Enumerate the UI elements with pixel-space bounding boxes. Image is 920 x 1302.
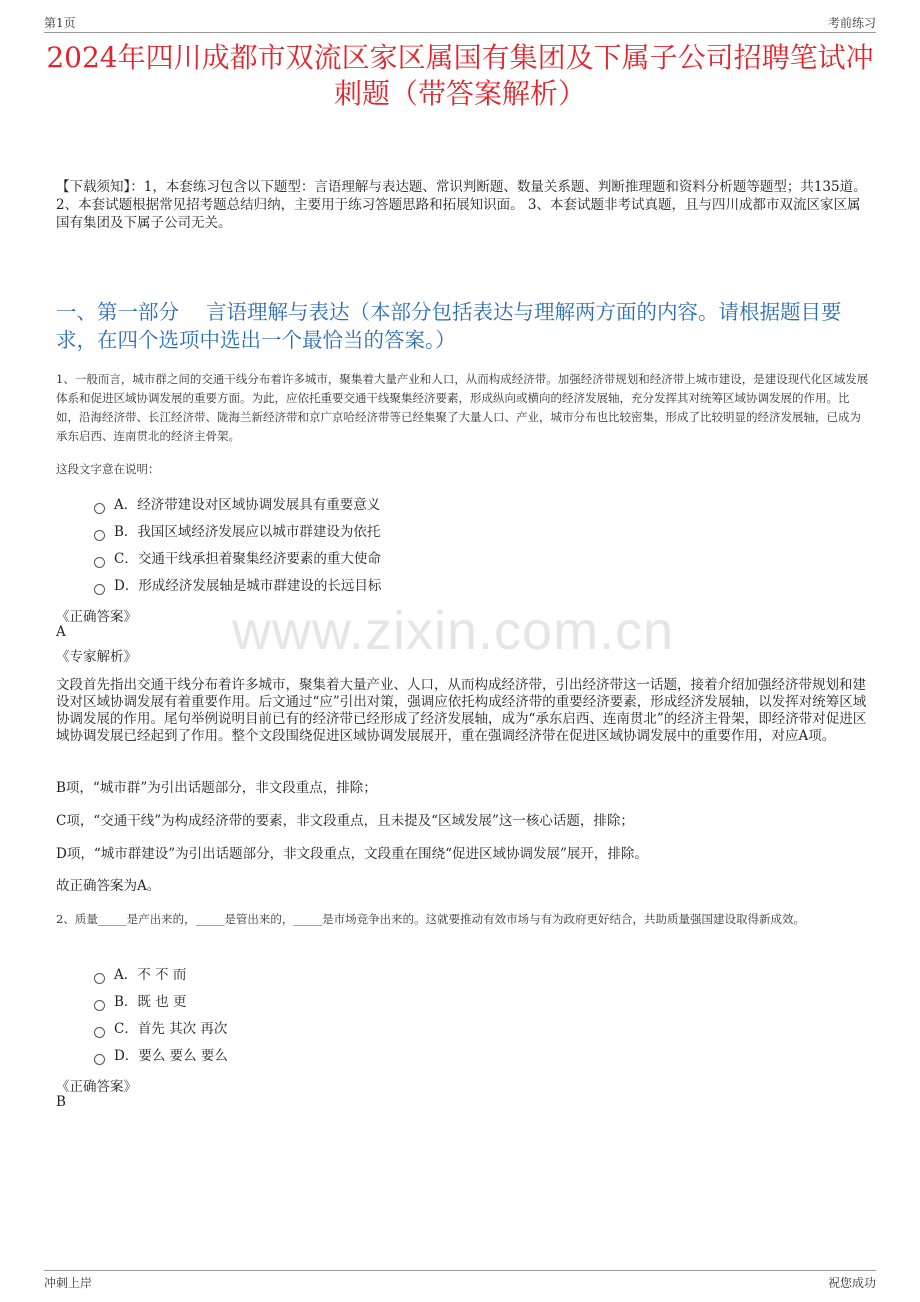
question-1-stem: 1、一般而言，城市群之间的交通干线分布着许多城市，聚集着大量产业和人口，从而构成经济带。加强经济带规划和经济带上城市建设，是建设现代化区域发展体系和促进区域协调发展的重要方面。为此，应依托重要交通干线聚集经济要素，形成纵向或横向的经济发展轴，充分发挥其对统筹区域协调发展的作用。比如，沿海经济带、长江经济带、陇海兰新经济带和京广京哈经济带等已经集聚了大量人口、产业，城市分布也比较密集，形成了比较明显的经济发展轴，已成为承东启西、连南贯北的经济主骨架。 xyxy=(56,372,869,443)
explanation-paragraph: D项，“城市群建设”为引出话题部分，非文段重点，文段重在围绕“促进区域协调发展”展开，排除。 xyxy=(56,846,648,862)
radio-button[interactable] xyxy=(94,557,105,568)
explanation-paragraph: C项，“交通干线”为构成经济带的要素，非文段重点，且未提及“区域发展”这一核心话题，排除； xyxy=(56,813,634,829)
option-label: B．既 也 更 xyxy=(114,994,187,1010)
explanation-tag: 《专家解析》 xyxy=(56,649,137,665)
explanation-paragraph: 故正确答案为A。 xyxy=(56,878,161,894)
radio-button[interactable] xyxy=(94,503,105,514)
option-label: A．不 不 而 xyxy=(114,967,187,983)
download-notice: 【下载须知】：1，本套练习包含以下题型：言语理解与表达题、常识判断题、数量关系题、判断推理题和资料分析题等题型；共135道。 2、本套试题根据常见招考题总结归纳，主要用于练习答题思路和拓展知识面。 3、本套试题非考试真题，且与四川成都市双流区家区属国有集团及下属子公司无关。 xyxy=(56,179,867,231)
answer-tag: 《正确答案》 xyxy=(56,609,137,625)
radio-button[interactable] xyxy=(94,1054,105,1065)
option-label: D．形成经济发展轴是城市群建设的长远目标 xyxy=(114,578,382,594)
explanation-paragraph: 文段首先指出交通干线分布着许多城市，聚集着大量产业、人口，从而构成经济带，引出经济带这一话题，接着介绍加强经济带规划和建设对区域协调发展有着重要作用。后文通过“应”引出对策，强调应依托构成经济带的重要经济要素，形成经济发展轴，以发挥对统筹区域协调发展的作用。尾句举例说明目前已有的经济带已经形成了经济发展轴，成为“承东启西、连南贯北”的经济主骨架，即经济带对促进区域协调发展已经起到了作用。整个文段围绕促进区域协调发展展开，重在强调经济带在促进区域协调发展中的重要作用，对应A项。 xyxy=(56,677,867,744)
option-label: C．交通干线承担着聚集经济要素的重大使命 xyxy=(114,551,381,567)
question-2-stem: 2、质量_____是产出来的，_____是管出来的，_____是市场竞争出来的。这就要推动有效市场与有为政府更好结合，共助质量强国建设取得新成效。 xyxy=(56,912,806,926)
header-label: 考前练习 xyxy=(827,16,876,30)
option-label: D．要么 要么 要么 xyxy=(114,1048,228,1064)
radio-button[interactable] xyxy=(94,1000,105,1011)
footer-left: 冲刺上岸 xyxy=(44,1276,93,1290)
footer-right: 祝您成功 xyxy=(827,1276,876,1290)
option-label: C．首先 其次 再次 xyxy=(114,1021,228,1037)
radio-button[interactable] xyxy=(94,973,105,984)
document-title: 2024年四川成都市双流区家区属国有集团及下属子公司招聘笔试冲刺题（带答案解析） xyxy=(46,41,874,110)
radio-button[interactable] xyxy=(94,1027,105,1038)
question-1-prompt: 这段文字意在说明： xyxy=(56,462,160,476)
watermark: www.zixin.com.cn xyxy=(232,601,675,661)
answer-value: B xyxy=(56,1094,66,1110)
option-label: A．经济带建设对区域协调发展具有重要意义 xyxy=(114,497,381,513)
radio-button[interactable] xyxy=(94,584,105,595)
explanation-paragraph: B项，“城市群”为引出话题部分，非文段重点，排除； xyxy=(56,780,377,796)
answer-tag: 《正确答案》 xyxy=(56,1079,137,1095)
page-footer xyxy=(44,1270,876,1291)
section-heading: 一、第一部分 言语理解与表达（本部分包括表达与理解两方面的内容。请根据题目要求，在四个选项中选出一个最恰当的答案。） xyxy=(56,300,842,352)
option-label: B．我国区域经济发展应以城市群建设为依托 xyxy=(114,524,381,540)
page-header xyxy=(44,12,876,33)
page-number: 第1页 xyxy=(44,16,76,30)
answer-value: A xyxy=(56,624,66,640)
radio-button[interactable] xyxy=(94,530,105,541)
